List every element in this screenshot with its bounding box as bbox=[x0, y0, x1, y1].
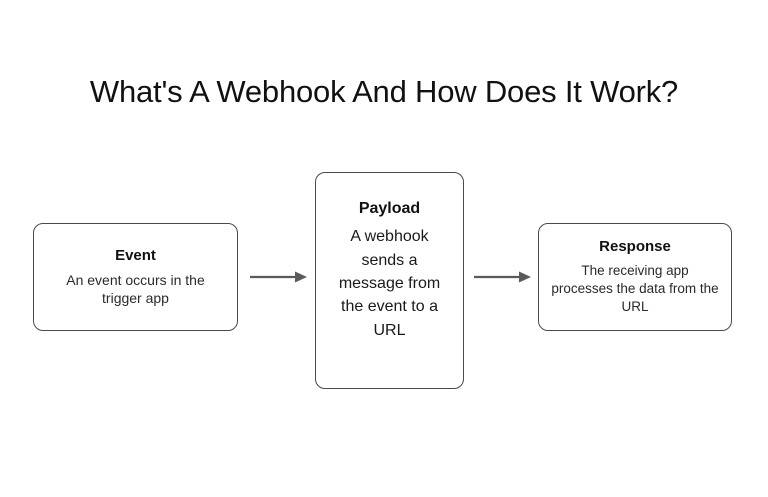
flow-node-payload-body: A webhook sends a message from the event to a URL bbox=[338, 228, 441, 339]
flow-node-response bbox=[538, 223, 732, 331]
flow-node-payload-heading: Payload bbox=[358, 200, 421, 217]
flow-node-event bbox=[33, 223, 238, 331]
webhook-flow-diagram bbox=[0, 160, 768, 400]
flow-node-event-body: An event occurs in the trigger app bbox=[66, 271, 205, 306]
page-title: What's A Webhook And How Does It Work? bbox=[89, 74, 679, 109]
arrow-right-icon bbox=[474, 270, 531, 284]
flow-node-response-heading: Response bbox=[599, 238, 671, 256]
arrow-right-icon bbox=[250, 270, 307, 284]
flow-node-response-body: The receiving app processes the data from the URL bbox=[551, 263, 719, 314]
flow-node-payload bbox=[315, 172, 464, 389]
flow-node-event-heading: Event bbox=[115, 246, 156, 264]
